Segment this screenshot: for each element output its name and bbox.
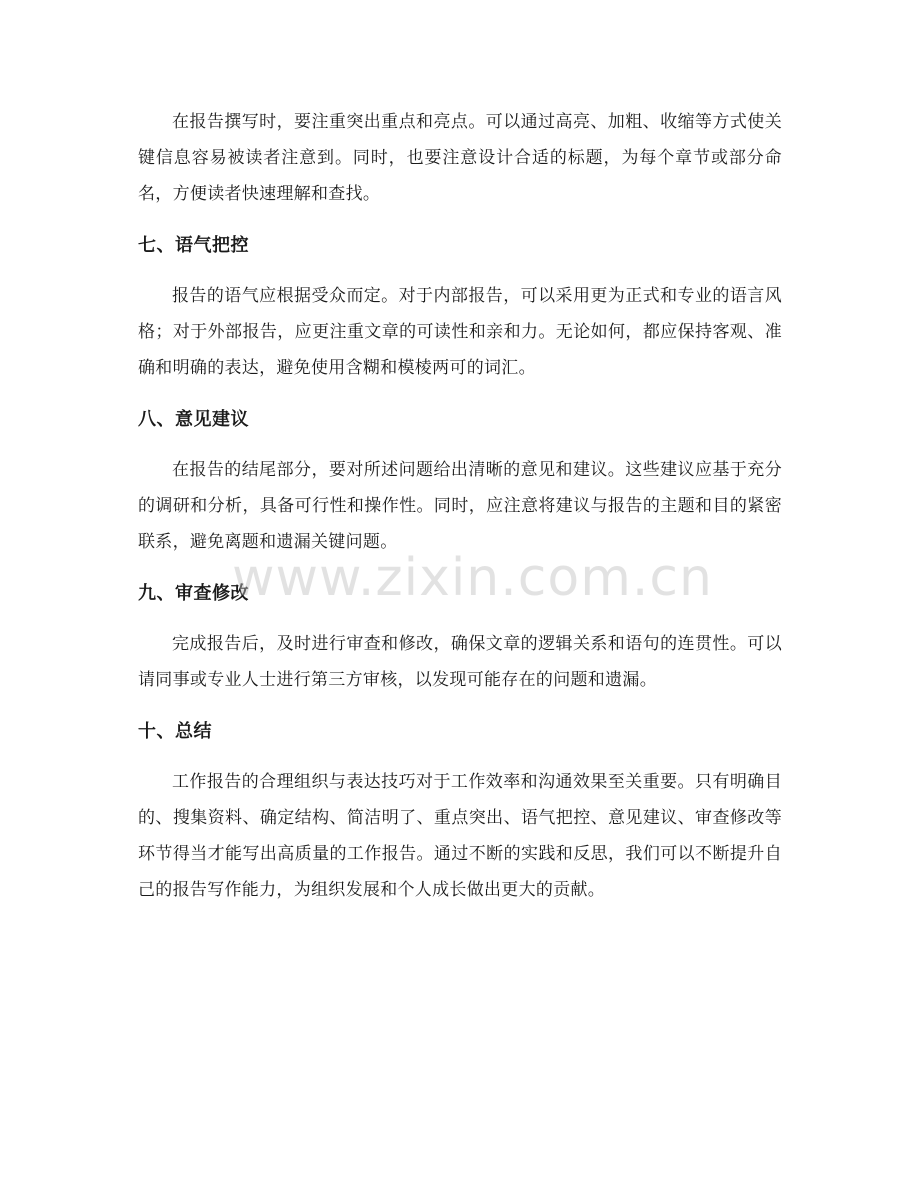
section-heading-suggestions: 八、意见建议 [138, 409, 249, 430]
section-paragraph-summary: 工作报告的合理组织与表达技巧对于工作效率和沟通效果至关重要。只有明确目的、搜集资料、确定结构、简洁明了、重点突出、语气把控、意见建议、审查修改等环节得当才能写出高质量的工作报告。通过不断的实践和反思，我们可以不断提升自己的报告写作能力，为组织发展和个人成长做出更大的贡献。 [138, 772, 782, 900]
section-paragraph-tone: 报告的语气应根据受众而定。对于内部报告，可以采用更为正式和专业的语言风格；对于外部报告，应更注重文章的可读性和亲和力。无论如何，都应保持客观、准确和明确的表达，避免使用含糊和模棱两可的词汇。 [138, 286, 782, 378]
section-paragraph-suggestions: 在报告的结尾部分，要对所述问题给出清晰的意见和建议。这些建议应基于充分的调研和分析，具备可行性和操作性。同时，应注意将建议与报告的主题和目的紧密联系，避免离题和遗漏关键问题。 [138, 460, 782, 552]
document-body [138, 104, 782, 908]
section-heading-review: 九、审查修改 [138, 583, 249, 604]
section-paragraph-review: 完成报告后，及时进行审查和修改，确保文章的逻辑关系和语句的连贯性。可以请同事或专业人士进行第三方审核，以发现可能存在的问题和遗漏。 [138, 634, 782, 690]
section-heading-tone: 七、语气把控 [138, 235, 249, 256]
intro-paragraph: 在报告撰写时，要注重突出重点和亮点。可以通过高亮、加粗、收缩等方式使关键信息容易被读者注意到。同时，也要注意设计合适的标题，为每个章节或部分命名，方便读者快速理解和查找。 [138, 112, 782, 204]
watermark: www.zixin.com.cn [232, 548, 713, 608]
section-heading-summary: 十、总结 [138, 721, 212, 742]
